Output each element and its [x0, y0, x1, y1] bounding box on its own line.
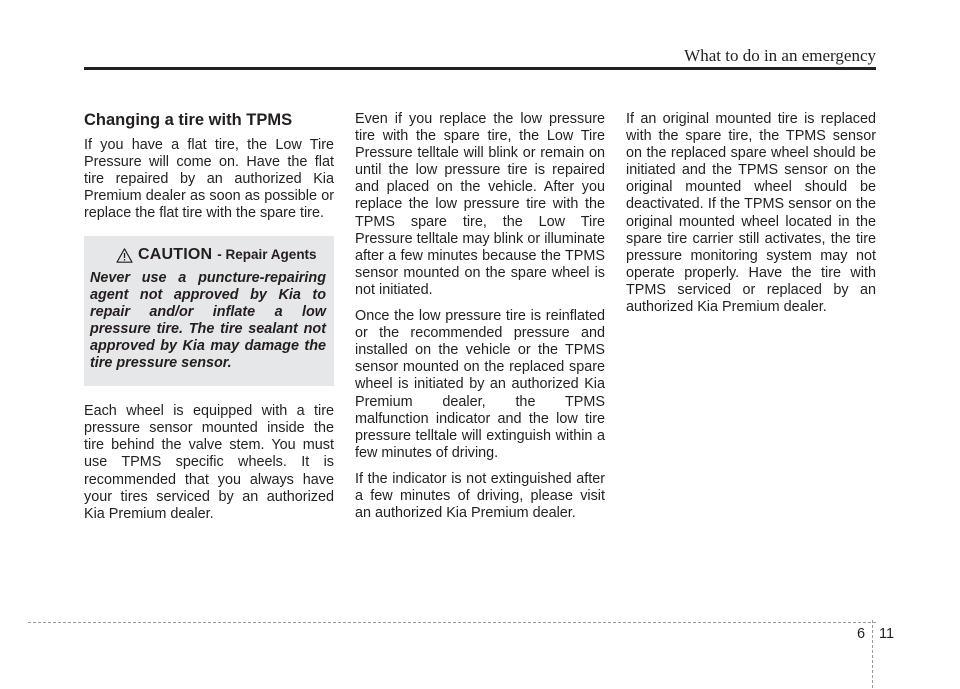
footer-rule — [28, 622, 876, 623]
caution-text: Never use a puncture-repairing agent not approved by Kia to repair and/or inflate a low pressure tire. The tire sealant not approved by Kia may damage the tire pressure sensor. — [90, 269, 326, 372]
column-2 — [355, 111, 605, 531]
section-heading: Changing a tire with TPMS — [84, 111, 293, 129]
paragraph: Once the low pressure tire is reinflated or the recommended pressure and installed on the vehicle or the TPMS sensor mounted on the replaced spare wheel is initiated by an authorized Kia Premium dealer, the TPMS malfunction indicator and the low tire pressure telltale will extinguish within a few minutes of driving. — [355, 308, 605, 461]
page-header-title: What to do in an emergency — [684, 46, 876, 65]
paragraph: Each wheel is equipped with a tire pressure sensor mounted inside the tire behind the valve stem. You must use TPMS specific wheels. It is recommended that you always have your tires serviced by an authorized Kia Premium dealer. — [84, 403, 334, 522]
paragraph: If the indicator is not extinguished after a few minutes of driving, please visit an authorized Kia Premium dealer. — [355, 470, 605, 522]
header-rule — [84, 67, 876, 70]
caution-box — [84, 236, 334, 386]
column-1 — [84, 110, 334, 532]
chapter-number: 6 — [857, 626, 866, 642]
column-3 — [626, 111, 876, 325]
page-number: 11 — [879, 626, 895, 642]
paragraph: If you have a flat tire, the Low Tire Pressure will come on. Have the flat tire repaired by an authorized Kia Premium dealer as soon as possible or replace the flat tire with the spare tire. — [84, 137, 334, 222]
warning-triangle-icon — [116, 248, 133, 263]
caution-label: CAUTION — [138, 246, 213, 264]
caution-title — [90, 246, 326, 263]
caution-subtitle: - Repair Agents — [217, 247, 317, 263]
page-number-divider — [872, 620, 873, 688]
paragraph: Even if you replace the low pressure tire with the spare tire, the Low Tire Pressure telltale will blink or remain on until the low pressure tire is repaired and placed on the vehicle. After you replace the low pressure tire with the TPMS spare tire, the Low Tire Pressure telltale may blink or illuminate after a few minutes because the TPMS sensor mounted on the spare wheel is not initiated. — [355, 111, 605, 298]
paragraph: If an original mounted tire is replaced with the spare tire, the TPMS sensor on the replaced spare wheel should be initiated and the TPMS sensor on the original mounted wheel should be deactivated. If the TPMS sensor on the original mounted wheel located in the spare tire carrier still activates, the tire pressure monitoring system may not operate properly. Have the tire with TPMS serviced or replaced by an authorized Kia Premium dealer. — [626, 111, 876, 316]
